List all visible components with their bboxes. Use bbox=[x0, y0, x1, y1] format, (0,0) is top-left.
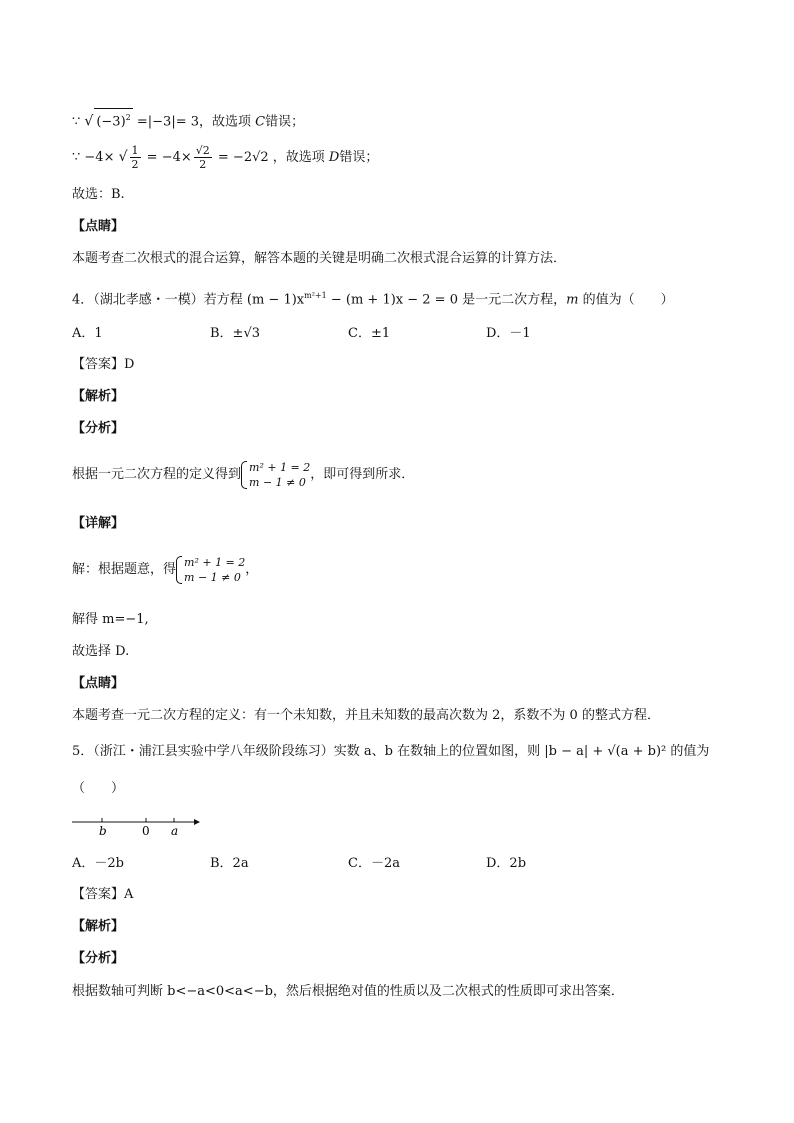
q4-option-d: D．－1 bbox=[486, 326, 531, 341]
line-sqrt-c bbox=[72, 108, 304, 131]
q5-option-a: A．－2b bbox=[72, 856, 124, 871]
heading-dianjing-2: 【点睛】 bbox=[72, 676, 125, 691]
equation-system: m² + 1 = 2 m − 1 ≠ 0 bbox=[176, 555, 245, 585]
line2-pre: ∵ −4× bbox=[72, 150, 115, 165]
q4-option-a: A．1 bbox=[72, 326, 103, 341]
heading-jiexi-2: 【解析】 bbox=[72, 919, 125, 934]
line2-post: 错误； bbox=[339, 150, 379, 165]
equation-system: m² + 1 = 2 m − 1 ≠ 0 bbox=[241, 460, 310, 490]
axis-arrow-icon bbox=[194, 819, 200, 825]
question-4: 4．（湖北孝感・一模）若方程 $(m - 1)x^{m^2+1} - (m + 1)x - 2 = 0$ 是一元二次方程，m 的值为（ ） bbox=[72, 291, 674, 308]
label-zero: 0 bbox=[142, 824, 150, 836]
q5-paren: （ ） bbox=[72, 781, 125, 796]
q4-choose: 故选择 D. bbox=[72, 644, 130, 659]
label-b: b bbox=[99, 824, 107, 836]
radicand: $(-3)^2$ bbox=[94, 108, 132, 131]
q5-analysis: 根据数轴可判断 b<−a<0<a<−b，然后根据绝对值的性质以及二次根式的性质即可求出答案． bbox=[72, 984, 624, 999]
fraction-half: $\frac{1}{2}$ bbox=[131, 144, 139, 171]
line-frac-d bbox=[72, 144, 378, 171]
q4-comment: 本题考查一元二次方程的定义：有一个未知数，并且未知数的最高次数为 2，系数不为 0 的整式方程． bbox=[72, 708, 660, 723]
line1-text: =|−3|= 3，故选项 bbox=[132, 114, 256, 130]
q4-answer: 【答案】D bbox=[72, 357, 135, 372]
q5-option-c: C．－2a bbox=[348, 856, 400, 871]
heading-jiexi-1: 【解析】 bbox=[72, 389, 125, 404]
label-a: a bbox=[171, 824, 179, 836]
heading-fenxi-2: 【分析】 bbox=[72, 951, 125, 966]
comment-1: 本题考查二次根式的混合运算，解答本题的关键是明确二次根式混合运算的计算方法． bbox=[72, 251, 567, 266]
number-line bbox=[72, 814, 202, 836]
q4-analysis: 根据一元二次方程的定义得到 m² + 1 = 2 m − 1 ≠ 0 ，即可得到所求． bbox=[72, 460, 415, 489]
q4-solve: 解得 m=−1, bbox=[72, 612, 149, 627]
heading-fenxi-1: 【分析】 bbox=[72, 421, 125, 436]
q5-option-b: B．2a bbox=[210, 856, 249, 871]
q4-option-b: B．±√3 bbox=[210, 326, 261, 341]
radical-sign: √ bbox=[84, 113, 94, 130]
q5-answer: 【答案】A bbox=[72, 887, 134, 902]
q5-option-d: D．2b bbox=[486, 856, 527, 871]
q4-option-c: C．±1 bbox=[348, 326, 391, 341]
choose-b: 故选：B. bbox=[72, 187, 125, 202]
line2-eq2: = −2√2 ，故选项 bbox=[213, 150, 329, 165]
q4-detail: 解：根据题意，得 m² + 1 = 2 m − 1 ≠ 0 ， bbox=[72, 555, 259, 584]
option-letter: C bbox=[255, 114, 266, 130]
radical-sign: √ bbox=[118, 149, 128, 165]
line2-eq1: = −4× bbox=[142, 150, 192, 165]
question-5: 5．（浙江・浦江县实验中学八年级阶段练习）实数 a、b 在数轴上的位置如图，则 |b − a| + √(a + b)² 的值为 bbox=[72, 744, 710, 759]
heading-dianjing-1: 【点睛】 bbox=[72, 219, 125, 234]
option-letter: D bbox=[328, 150, 340, 165]
because-symbol: ∵ bbox=[72, 114, 81, 130]
fraction-root2-over-2: $\frac{√2}{2}$ bbox=[195, 144, 210, 171]
heading-xiangjie: 【详解】 bbox=[72, 516, 125, 531]
line1-post: 错误； bbox=[265, 114, 305, 130]
